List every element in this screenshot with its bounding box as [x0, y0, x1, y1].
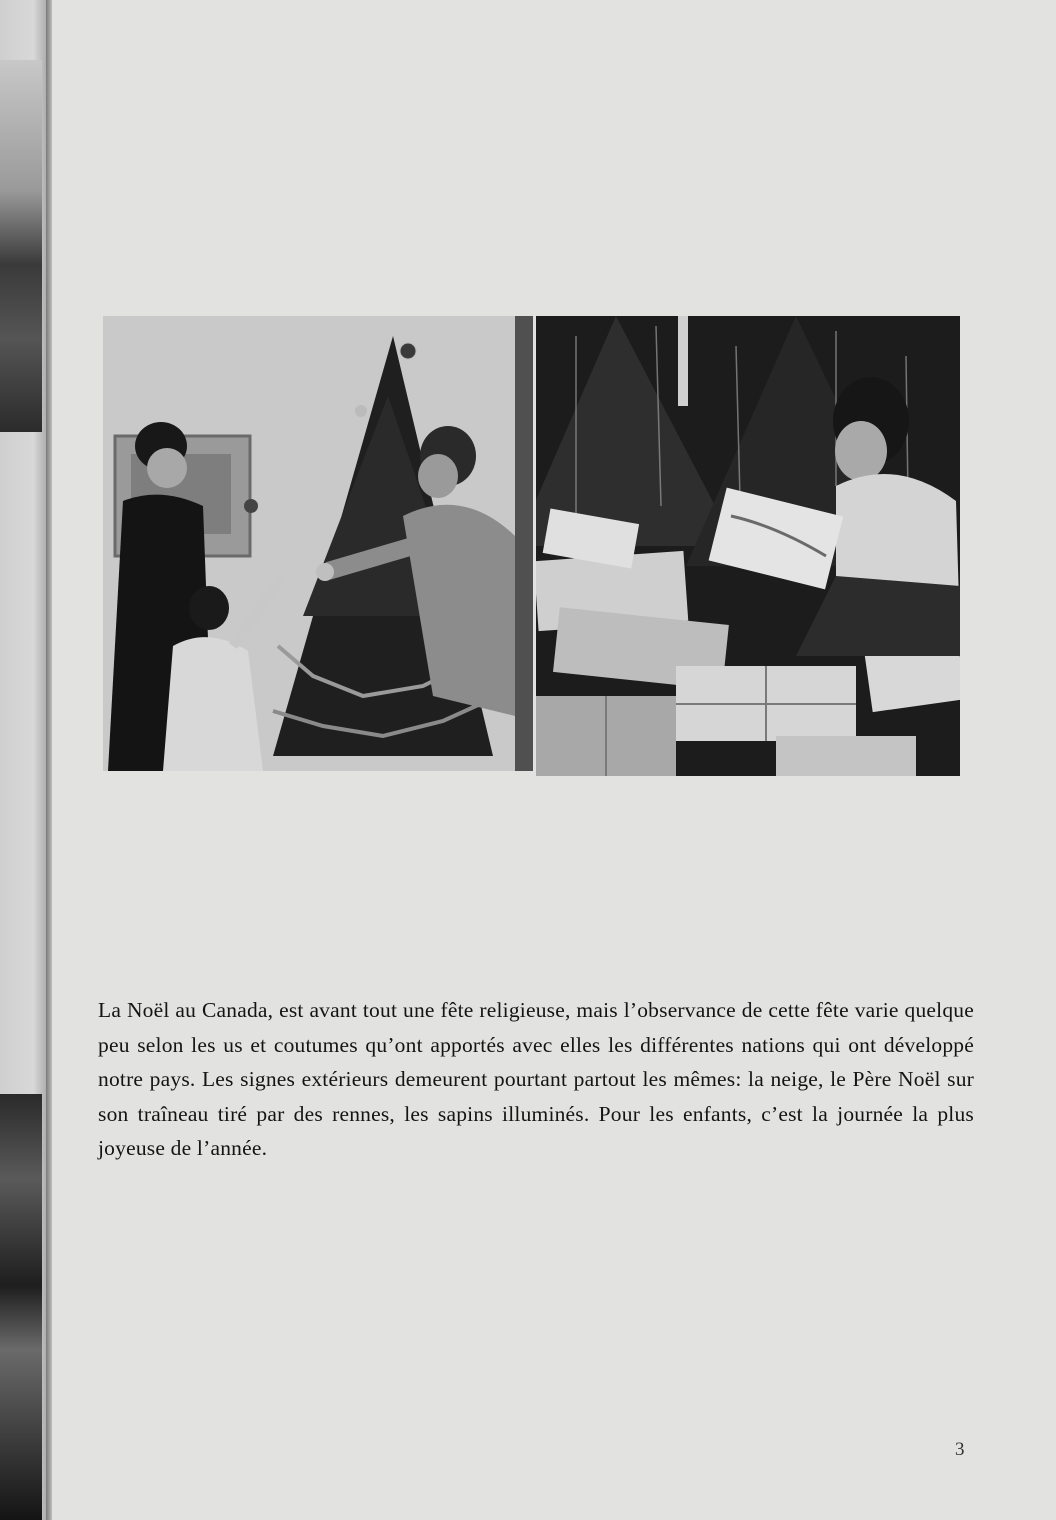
previous-page-photo-top	[0, 60, 42, 432]
previous-page-photo-bottom	[0, 1094, 42, 1520]
photo-girl-with-presents	[536, 316, 960, 776]
previous-page-edge	[0, 0, 48, 1520]
page-number: 3	[955, 1439, 965, 1460]
booklet-page	[52, 0, 1056, 1520]
photo-family-decorating-tree	[103, 316, 533, 771]
body-paragraph: La Noël au Canada, est avant tout une fête religieuse, mais l’observance de cette fête varie quelque peu selon les us et coutumes qu’ont apportés avec elles les différentes nations qui ont développé notre pays. Les signes extérieurs demeurent pourtant partout les mêmes: la neige, le Père Noël sur son traîneau tiré par des rennes, les sapins illuminés. Pour les enfants, c’est la journée la plus joyeuse de l’année.	[98, 998, 974, 1160]
